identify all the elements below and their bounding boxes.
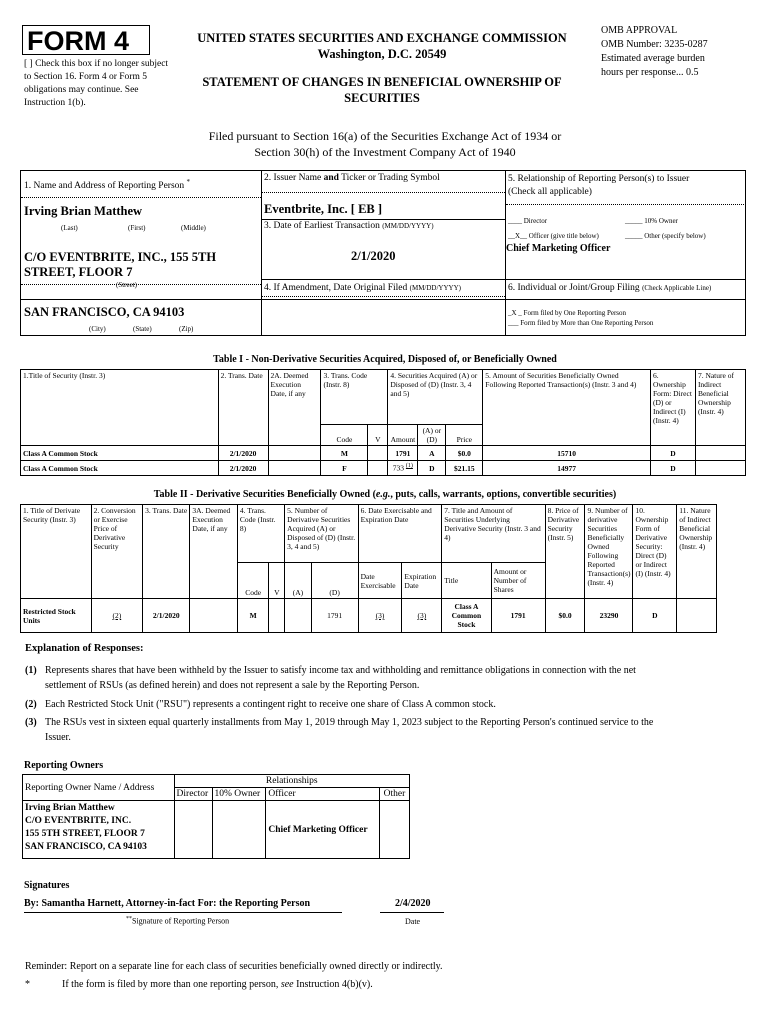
footnote-link-1[interactable]: (1) — [405, 463, 413, 470]
table2 — [20, 504, 746, 633]
other-checkbox[interactable]: _____ Other (specify below) — [625, 232, 706, 240]
row-price: $0.0 — [545, 599, 585, 633]
statement-line1: STATEMENT OF CHANGES IN BENEFICIAL OWNERSHIP OF — [202, 75, 562, 89]
t1-h-acquired: 4. Securities Acquired (A) or Disposed of (D) (Instr. 3, 4 and 5) — [388, 370, 483, 425]
t2-sub-exp: Expiration Date — [402, 563, 442, 599]
last-label: (Last) — [61, 224, 78, 232]
table-row — [23, 801, 410, 859]
row-owned: 23290 — [585, 599, 633, 633]
t2-h-form: 10. Ownership Form of Derivative Security: Direct (D) or Indirect (I) (Instr. 4) — [633, 505, 677, 599]
t2-h-code: 4. Trans. Code (Instr. 8) — [237, 505, 284, 563]
signature-label: **Signature of Reporting Person — [126, 916, 230, 926]
row-price: $0.0 — [446, 446, 483, 461]
t1-h-nature: 7. Nature of Indirect Beneficial Ownership (Instr. 4) — [695, 370, 745, 446]
ro-h-name: Reporting Owner Name / Address — [23, 775, 175, 801]
omb-approval — [601, 24, 761, 80]
row-deemed — [268, 446, 321, 461]
table1 — [20, 369, 746, 476]
zip-label: (Zip) — [179, 325, 194, 333]
info-grid — [20, 170, 746, 300]
t2-sub-v: V — [269, 563, 285, 599]
director-checkbox[interactable]: ____ Director — [508, 217, 548, 225]
row-code: M — [321, 446, 368, 461]
row-underlying-amount: 1791 — [491, 599, 545, 633]
agency-line1: UNITED STATES SECURITIES AND EXCHANGE COMMISSION — [197, 31, 567, 45]
first-label: (First) — [128, 224, 146, 232]
table-row — [21, 599, 746, 633]
middle-label: (Middle) — [181, 224, 206, 232]
signature-date: 2/4/2020 — [395, 898, 431, 909]
check-box-text[interactable]: [ ] Check this box if no longer subject to Section 16. Form 4 or Form 5 obligations may continue. See Instruction 1(b). — [24, 59, 169, 108]
row-aord: D — [418, 461, 446, 476]
row-code: M — [237, 599, 269, 633]
row-v — [368, 461, 388, 476]
ro-other — [380, 801, 410, 859]
row-title: Class A Common Stock — [21, 461, 219, 476]
filing-option-more[interactable]: ___ Form filed by More than One Reporting Person — [508, 319, 654, 327]
omb-line1: OMB APPROVAL — [601, 25, 678, 36]
row-form: D — [650, 446, 695, 461]
date-label: Date — [405, 917, 421, 926]
earliest-transaction-date: 2/1/2020 — [351, 249, 396, 263]
agency-line2: Washington, D.C. 20549 — [317, 47, 447, 61]
officer-title: Chief Marketing Officer — [506, 243, 611, 254]
t2-h-price: 8. Price of Derivative Security (Instr. 5) — [545, 505, 585, 599]
ten-pct-checkbox[interactable]: _____ 10% Owner — [625, 217, 678, 225]
t2-h-nature: 11. Nature of Indirect Beneficial Ownership (Instr. 4) — [677, 505, 717, 599]
t1-sub-aord: (A) or (D) — [418, 425, 446, 446]
city-state-zip: SAN FRANCISCO, CA 94103 — [24, 305, 185, 319]
t1-h-form: 6. Ownership Form: Direct (D) or Indirect (I) (Instr. 4) — [650, 370, 695, 446]
row-price: $21.15 — [446, 461, 483, 476]
row-deemed — [190, 599, 237, 633]
info-grid-bottom — [20, 300, 746, 336]
row-code: F — [321, 461, 368, 476]
t2-h-conv: 2. Conversion or Exercise Price of Derivative Security — [91, 505, 142, 599]
t1-h-deemed: 2A. Deemed Execution Date, if any — [268, 370, 321, 446]
row-owned: 14977 — [483, 461, 651, 476]
officer-checkbox[interactable]: __X__ Officer (give title below) — [508, 232, 599, 240]
row-date: 2/1/2020 — [218, 446, 268, 461]
ro-address: Irving Brian Matthew C/O EVENTBRITE, INC. 155 5TH STREET, FLOOR 7 SAN FRANCISCO, CA 94103 — [23, 801, 175, 859]
signature-by: By: Samantha Harnett, Attorney-in-fact For: the Reporting Person — [24, 898, 311, 909]
t1-sub-v: V — [368, 425, 388, 446]
row-owned: 15710 — [483, 446, 651, 461]
t1-sub-price: Price — [446, 425, 483, 446]
t2-sub-amount: Amount or Number of Shares — [491, 563, 545, 599]
box2-label: 2. Issuer Name and Ticker or Trading Symbol — [264, 173, 440, 183]
t2-h-title: 1. Title of Derivate Security (Instr. 3) — [21, 505, 92, 599]
reporting-owners-title: Reporting Owners — [24, 760, 104, 771]
ro-h-officer: Officer — [266, 788, 380, 801]
ro-h-director: Director — [174, 788, 212, 801]
ro-director — [174, 801, 212, 859]
row-v — [368, 446, 388, 461]
t2-sub-exer: Date Exercisable — [358, 563, 402, 599]
box3-label: 3. Date of Earliest Transaction (MM/DD/YYYY) — [264, 221, 434, 231]
reminder-text: Reminder: Report on a separate line for each class of securities beneficially owned directly or indirectly. — [25, 961, 443, 972]
t2-h-exercisable: 6. Date Exercisable and Expiration Date — [358, 505, 442, 563]
t2-h-number: 5. Number of Derivative Securities Acquired (A) or Disposed of (D) (Instr. 3, 4 and 5) — [285, 505, 358, 563]
row-title: Restricted Stock Units — [21, 599, 92, 633]
t2-h-underlying: 7. Title and Amount of Securities Underlying Derivative Security (Instr. 3 and 4) — [442, 505, 545, 563]
box6-label: 6. Individual or Joint/Group Filing (Check Applicable Line) — [508, 283, 712, 293]
t2-sub-code: Code — [237, 563, 269, 599]
t1-h-owned: 5. Amount of Securities Beneficially Owned Following Reported Transaction(s) (Instr. 3 and 4) — [483, 370, 651, 446]
row-form: D — [650, 461, 695, 476]
ro-h-ten: 10% Owner — [212, 788, 266, 801]
t2-h-deemed: 3A. Deemed Execution Date, if any — [190, 505, 237, 599]
ro-ten — [212, 801, 266, 859]
t2-h-date: 3. Trans. Date — [143, 505, 190, 599]
t2-h-owned: 9. Number of derivative Securities Beneficially Owned Following Reported Transaction(s) (Instr. 4) — [585, 505, 633, 599]
row-a — [285, 599, 312, 633]
row-amount: 1791 — [388, 446, 418, 461]
row-underlying-title: Class A Common Stock — [442, 599, 491, 633]
row-nature — [695, 461, 745, 476]
table2-title: Table II - Derivative Securities Beneficially Owned (e.g., puts, calls, warrants, options, convertible securities) — [153, 489, 617, 500]
star-mark: * — [25, 979, 30, 990]
filing-option-one[interactable]: _X _ Form filed by One Reporting Person — [508, 309, 627, 317]
footnote-link-3[interactable]: (3) — [358, 599, 402, 633]
omb-line4: hours per response... 0.5 — [601, 67, 699, 78]
row-title: Class A Common Stock — [21, 446, 219, 461]
footnote-link-3b[interactable]: (3) — [402, 599, 442, 633]
t1-sub-code: Code — [321, 425, 368, 446]
reporting-person-name: Irving Brian Matthew — [24, 204, 143, 218]
row-nature — [695, 446, 745, 461]
ro-h-other: Other — [380, 788, 410, 801]
street-line1: C/O EVENTBRITE, INC., 155 5TH — [24, 250, 217, 264]
row-date: 2/1/2020 — [218, 461, 268, 476]
filed-pursuant — [150, 128, 620, 160]
row-form: D — [633, 599, 677, 633]
filed-line1: Filed pursuant to Section 16(a) of the Securities Exchange Act of 1934 or — [208, 129, 562, 143]
footnote-link-2[interactable]: (2) — [91, 599, 142, 633]
state-label: (State) — [133, 325, 152, 333]
t1-h-title: 1.Title of Security (Instr. 3) — [21, 370, 219, 446]
t2-sub-d: (D) — [311, 563, 358, 599]
row-nature — [677, 599, 717, 633]
street-address — [24, 250, 216, 280]
explanation-title: Explanation of Responses: — [25, 643, 144, 654]
row-v — [269, 599, 285, 633]
table-row — [21, 446, 746, 461]
filed-line2: Section 30(h) of the Investment Company Act of 1940 — [254, 145, 516, 159]
table-row — [21, 461, 746, 476]
omb-line3: Estimated average burden — [601, 53, 705, 64]
row-amount: 733 $^{(1)}$ — [388, 461, 418, 476]
street-label: (Street) — [116, 281, 137, 289]
ro-h-rel: Relationships — [174, 775, 409, 788]
statement-line2: SECURITIES — [344, 91, 420, 105]
row-date: 2/1/2020 — [143, 599, 190, 633]
t2-sub-title: Title — [442, 563, 491, 599]
street-line2: STREET, FLOOR 7 — [24, 265, 133, 279]
agency-header — [172, 30, 592, 106]
star-note: If the form is filed by more than one reporting person, see Instruction 4(b)(v). — [62, 979, 373, 990]
t1-h-date: 2. Trans. Date — [218, 370, 268, 446]
signatures-title: Signatures — [24, 880, 70, 891]
row-aord: A — [418, 446, 446, 461]
row-deemed — [268, 461, 321, 476]
ro-officer: Chief Marketing Officer — [266, 801, 380, 859]
omb-line2: OMB Number: 3235-0287 — [601, 39, 708, 50]
box1-label: 1. Name and Address of Reporting Person * — [24, 178, 191, 192]
table1-title: Table I - Non-Derivative Securities Acquired, Disposed of, or Beneficially Owned — [213, 354, 557, 365]
row-d: 1791 — [311, 599, 358, 633]
issuer-name: Eventbrite, Inc. [ EB ] — [264, 202, 383, 216]
box4-label: 4. If Amendment, Date Original Filed (MM/DD/YYYY) — [264, 283, 461, 293]
city-label: (City) — [89, 325, 106, 333]
box5-label: 5. Relationship of Reporting Person(s) to Issuer (Check all applicable) — [508, 174, 690, 197]
form-title: FORM 4 — [22, 25, 150, 55]
t1-sub-amount: Amount — [388, 425, 418, 446]
t2-sub-a: (A) — [285, 563, 312, 599]
t1-h-code: 3. Trans. Code (Instr. 8) — [321, 370, 388, 425]
reporting-owners-table — [22, 774, 410, 859]
